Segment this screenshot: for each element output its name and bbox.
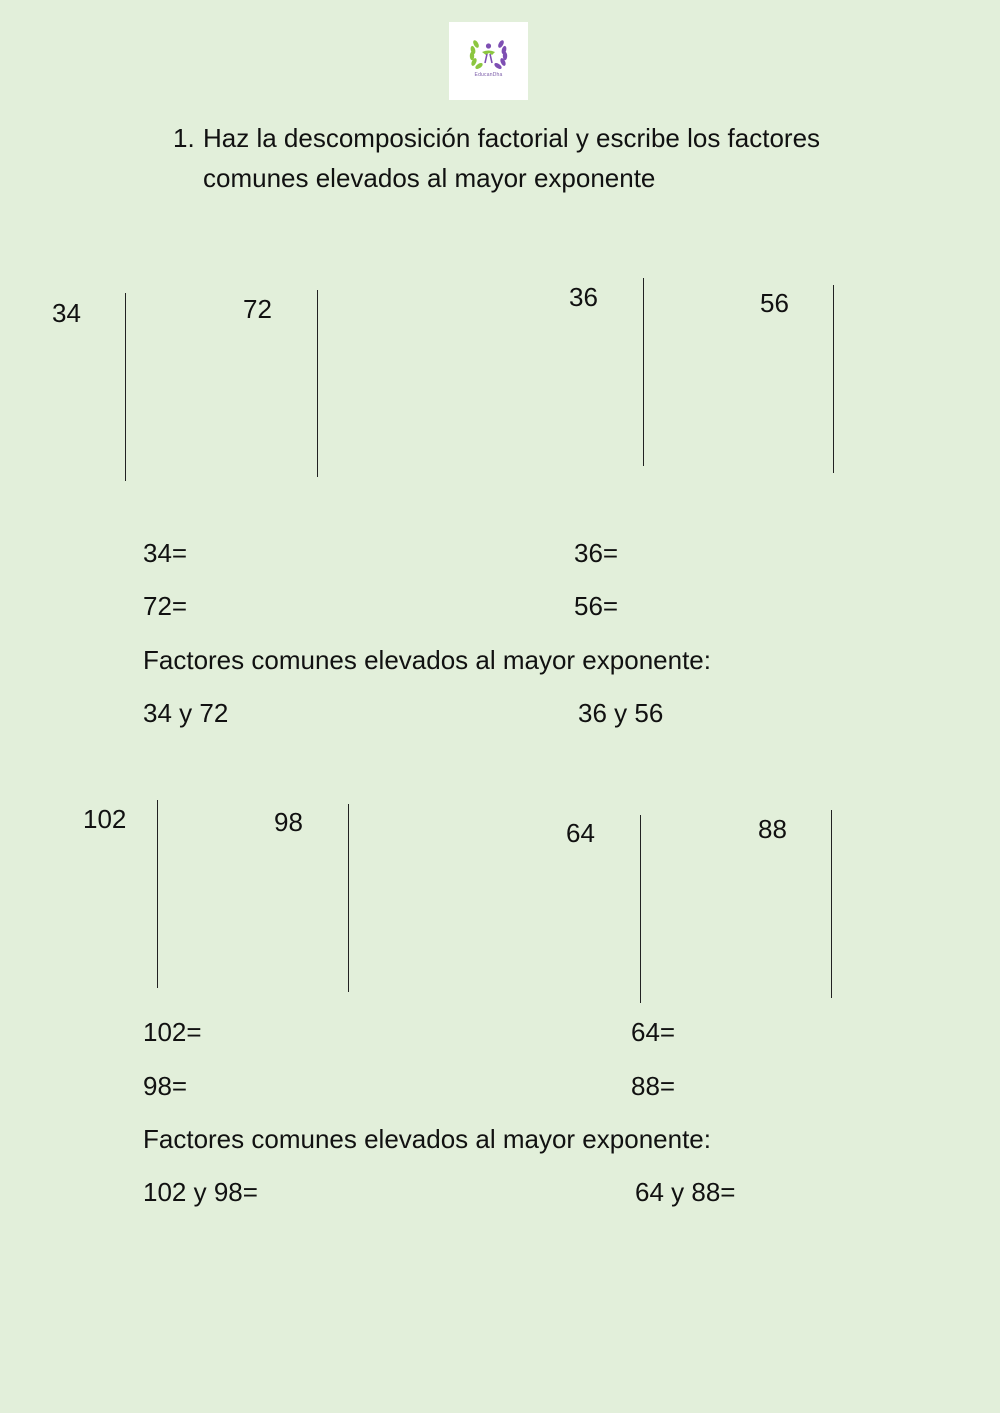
exercise-number: 1.	[173, 123, 195, 153]
equation-34: 34=	[143, 538, 188, 568]
factor-number-72: 72	[243, 294, 272, 324]
common-factors-label: Factores comunes elevados al mayor exponente:	[143, 645, 711, 675]
pair-64-88: 64 y 88=	[635, 1177, 736, 1207]
pair-36-56: 36 y 56	[578, 698, 664, 728]
pair-34-72: 34 y 72	[143, 698, 229, 728]
equation-36: 36=	[574, 538, 619, 568]
factor-number-36: 36	[569, 282, 598, 312]
pair-102-98: 102 y 98=	[143, 1177, 258, 1207]
equation-88: 88=	[631, 1071, 676, 1101]
factor-number-88: 88	[758, 814, 787, 844]
division-line	[640, 815, 641, 1003]
factor-number-98: 98	[274, 807, 303, 837]
division-line	[157, 800, 158, 988]
division-line	[348, 804, 349, 992]
instruction-text: Haz la descomposición factorial y escribe los factores comunes elevados al mayor exponente	[203, 123, 821, 193]
logo	[449, 22, 528, 100]
equation-64: 64=	[631, 1017, 676, 1047]
equation-72: 72=	[143, 591, 188, 621]
division-line	[643, 278, 644, 466]
factor-number-102: 102	[83, 804, 127, 834]
common-factors-label: Factores comunes elevados al mayor exponente:	[143, 1124, 711, 1154]
logo-text: EducanDha	[474, 72, 503, 78]
factor-number-34: 34	[52, 298, 81, 328]
division-line	[831, 810, 832, 998]
laurel-logo-icon	[449, 22, 528, 100]
division-line	[317, 290, 318, 477]
equation-56: 56=	[574, 591, 619, 621]
factor-number-56: 56	[760, 288, 789, 318]
equation-102: 102=	[143, 1017, 202, 1047]
factor-number-64: 64	[566, 818, 595, 848]
division-line	[833, 285, 834, 473]
division-line	[125, 293, 126, 481]
equation-98: 98=	[143, 1071, 188, 1101]
exercise-instruction	[173, 118, 873, 198]
